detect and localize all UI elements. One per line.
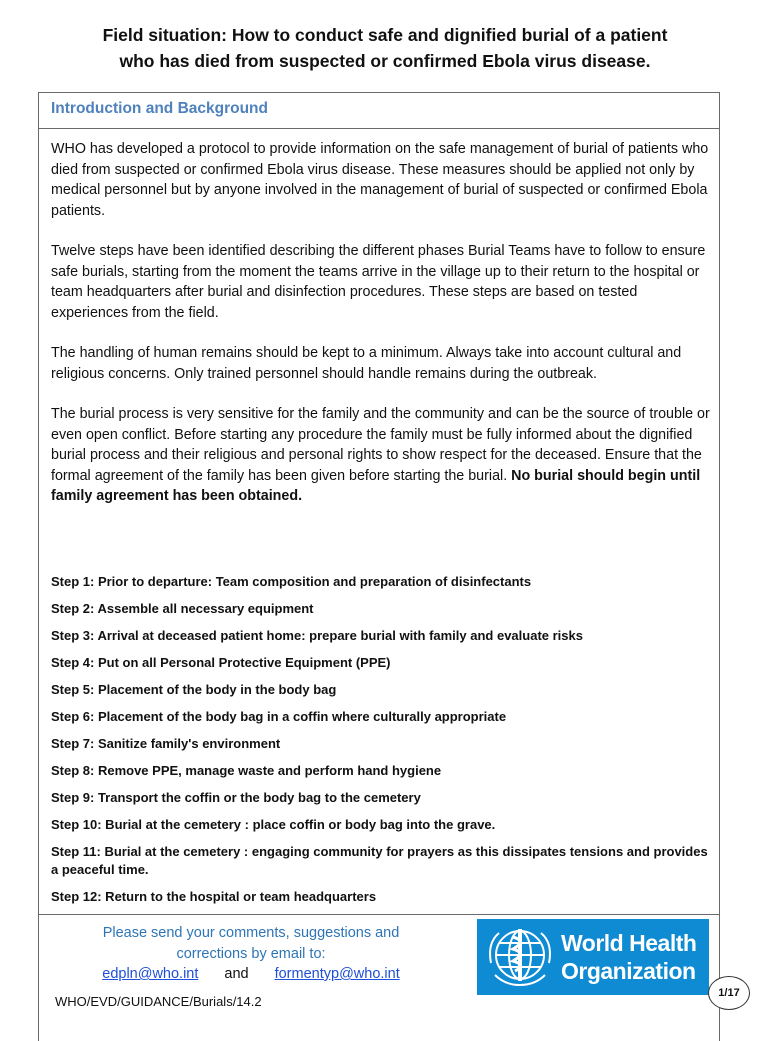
document-title — [20, 22, 750, 74]
intro-paragraph-1: WHO has developed a protocol to provide information on the safe management of burial of patients who died from suspected or confirmed Ebola virus disease. These measures should be applied not only by medical personnel but by anyone involved in the management of burial of suspected or confirmed Ebola patients. — [51, 141, 709, 219]
step-item: Step 1: Prior to departure: Team composition and preparation of disinfectants — [51, 574, 532, 589]
who-logo-line-1: World Health — [561, 930, 697, 956]
who-logo-text — [561, 929, 696, 985]
intro-paragraph-4-text: The burial process is very sensitive for the family and the community and can be the source of trouble or even open conflict. Before starting any procedure the family must be fully informed about the dignified burial process and their religious and personal rights to show respect for the deceased. Ensure that the formal agreement of the family has been given before starting the burial. — [51, 406, 710, 484]
step-item: Step 4: Put on all Personal Protective Equipment (PPE) — [51, 655, 391, 670]
document-code: WHO/EVD/GUIDANCE/Burials/14.2 — [55, 994, 262, 1009]
intro-paragraph-2: Twelve steps have been identified describing the different phases Burial Teams have to follow to ensure safe burials, starting from the moment the teams arrive in the village up to their return to the hospital or team headquarters after burial and disinfection procedures. These steps are based on tested experiences from the field. — [51, 243, 706, 321]
step-item: Step 10: Burial at the cemetery : place coffin or body bag into the grave. — [51, 817, 496, 832]
step-item: Step 8: Remove PPE, manage waste and perform hand hygiene — [51, 763, 442, 778]
who-logo-line-2: Organization — [561, 958, 696, 984]
section-title: Introduction and Background — [51, 100, 268, 117]
step-item: Step 2: Assemble all necessary equipment — [51, 601, 314, 616]
section-header — [39, 93, 719, 129]
step-item: Step 3: Arrival at deceased patient home: prepare burial with family and evaluate risks — [51, 628, 583, 643]
step-item: Step 6: Placement of the body bag in a coffin where culturally appropriate — [51, 709, 507, 724]
contact-and: and — [224, 966, 249, 982]
who-logo — [477, 919, 709, 995]
steps-list — [51, 573, 711, 915]
title-line-1: Field situation: How to conduct safe and dignified burial of a patient — [102, 25, 668, 45]
intro-paragraph-3: The handling of human remains should be kept to a minimum. Always take into account cultural and religious concerns. Only trained personnel should handle remains during the outbreak. — [51, 345, 682, 382]
intro-text — [51, 139, 711, 527]
step-item: Step 7: Sanitize family's environment — [51, 736, 281, 751]
contact-line-2: corrections by email to: — [176, 945, 326, 962]
step-item: Step 9: Transport the coffin or the body bag to the cemetery — [51, 790, 421, 805]
content-frame — [38, 92, 720, 1041]
footer-divider — [39, 914, 719, 915]
step-item: Step 12: Return to the hospital or team headquarters — [51, 889, 377, 904]
contact-block — [51, 923, 451, 985]
page-number-badge: 1/17 — [708, 976, 750, 1010]
contact-line-1: Please send your comments, suggestions and — [102, 925, 400, 941]
email-link-edpln[interactable]: edpln@who.int — [102, 966, 199, 982]
step-item: Step 5: Placement of the body in the body bag — [51, 682, 337, 697]
who-emblem-icon — [483, 923, 557, 991]
intro-paragraph-4 — [51, 404, 711, 507]
title-line-2: who has died from suspected or confirmed Ebola virus disease. — [119, 51, 651, 71]
email-link-formentyp[interactable]: formentyp@who.int — [274, 966, 400, 982]
intro-paragraph-4-emphasis: No burial should begin until family agreement has been obtained. — [51, 467, 701, 504]
contact-emails — [51, 964, 451, 985]
step-item: Step 11: Burial at the cemetery : engaging community for prayers as this dissipates tensions and provides a peaceful time. — [51, 844, 708, 877]
